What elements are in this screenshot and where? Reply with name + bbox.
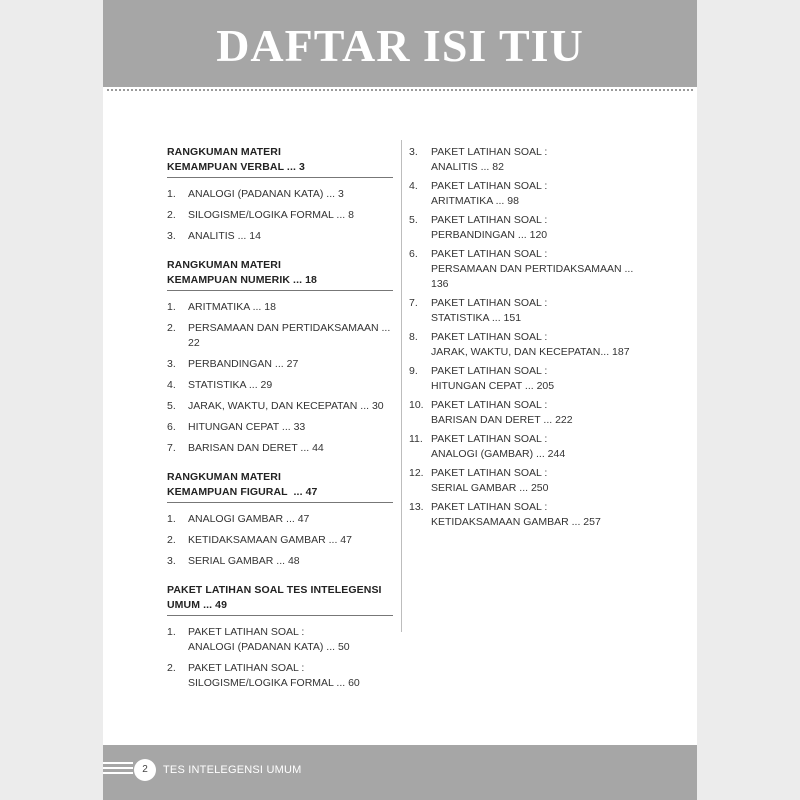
- toc-entry: 11. PAKET LATIHAN SOAL : ANALOGI (GAMBAR) ... 244: [409, 433, 566, 460]
- page-title: DAFTAR ISI TIU: [216, 20, 584, 71]
- section-heading: PAKET LATIHAN SOAL TES INTELEGENSI UMUM ... 49: [167, 583, 393, 616]
- section-heading: RANGKUMAN MATERI KEMAMPUAN FIGURAL ... 47: [167, 470, 393, 503]
- toc-entry: 2. SILOGISME/LOGIKA FORMAL ... 8: [167, 209, 354, 221]
- toc-entry: 3. PERBANDINGAN ... 27: [167, 358, 299, 370]
- toc-entry: 4. PAKET LATIHAN SOAL : ARITMATIKA ... 98: [409, 180, 548, 207]
- title-banner: [103, 0, 697, 87]
- toc-entry: 7. PAKET LATIHAN SOAL : STATISTIKA ... 151: [409, 297, 548, 324]
- toc-section-verbal: [167, 145, 393, 244]
- toc-right-column: [404, 145, 694, 534]
- toc-entry: 8. PAKET LATIHAN SOAL : JARAK, WAKTU, DAN KECEPATAN... 187: [409, 331, 630, 358]
- toc-entry: 2. PAKET LATIHAN SOAL : SILOGISME/LOGIKA FORMAL ... 60: [167, 662, 360, 689]
- toc-entry: 6. HITUNGAN CEPAT ... 33: [167, 421, 306, 433]
- toc-entry: 5. JARAK, WAKTU, DAN KECEPATAN ... 30: [167, 400, 384, 412]
- toc-entry: 12. PAKET LATIHAN SOAL : SERIAL GAMBAR ... 250: [409, 467, 549, 494]
- column-divider: [401, 140, 402, 632]
- toc-entry: 9. PAKET LATIHAN SOAL : HITUNGAN CEPAT ... 205: [409, 365, 555, 392]
- page-number-badge: 2: [134, 759, 156, 781]
- toc-entry: 6. PAKET LATIHAN SOAL : PERSAMAAN DAN PERTIDAKSAMAAN ... 136: [409, 248, 634, 290]
- section-heading: RANGKUMAN MATERI KEMAMPUAN VERBAL ... 3: [167, 145, 393, 178]
- footer-title: TES INTELEGENSI UMUM: [163, 764, 302, 776]
- toc-section-numerik: [167, 258, 393, 456]
- toc-entry: 3. SERIAL GAMBAR ... 48: [167, 555, 300, 567]
- toc-section-paket-latihan: [167, 583, 393, 691]
- book-page: [103, 0, 697, 800]
- menu-lines-icon: [103, 762, 133, 780]
- toc-entry: 1. PAKET LATIHAN SOAL : ANALOGI (PADANAN KATA) ... 50: [167, 626, 350, 653]
- toc-entry: 3. ANALITIS ... 14: [167, 230, 261, 242]
- toc-entry: 10. PAKET LATIHAN SOAL : BARISAN DAN DERET ... 222: [409, 399, 573, 426]
- toc-entry: 2. PERSAMAAN DAN PERTIDAKSAMAAN ... 22: [167, 322, 391, 349]
- toc-entry: 7. BARISAN DAN DERET ... 44: [167, 442, 324, 454]
- toc-entry: 13. PAKET LATIHAN SOAL : KETIDAKSAMAAN GAMBAR ... 257: [409, 501, 601, 528]
- page-footer: [103, 745, 697, 800]
- toc-entry: 1. ANALOGI GAMBAR ... 47: [167, 513, 310, 525]
- toc-entry: 5. PAKET LATIHAN SOAL : PERBANDINGAN ... 120: [409, 214, 548, 241]
- toc-entry: 3. PAKET LATIHAN SOAL : ANALITIS ... 82: [409, 146, 548, 173]
- toc-entry: 4. STATISTIKA ... 29: [167, 379, 273, 391]
- toc-entry: 1. ANALOGI (PADANAN KATA) ... 3: [167, 188, 344, 200]
- toc-section-figural: [167, 470, 393, 569]
- toc-entry: 1. ARITMATIKA ... 18: [167, 301, 276, 313]
- section-heading: RANGKUMAN MATERI KEMAMPUAN NUMERIK ... 18: [167, 258, 393, 291]
- dotted-divider: [107, 89, 693, 91]
- toc-entry: 2. KETIDAKSAMAAN GAMBAR ... 47: [167, 534, 352, 546]
- toc-left-column: [167, 145, 393, 705]
